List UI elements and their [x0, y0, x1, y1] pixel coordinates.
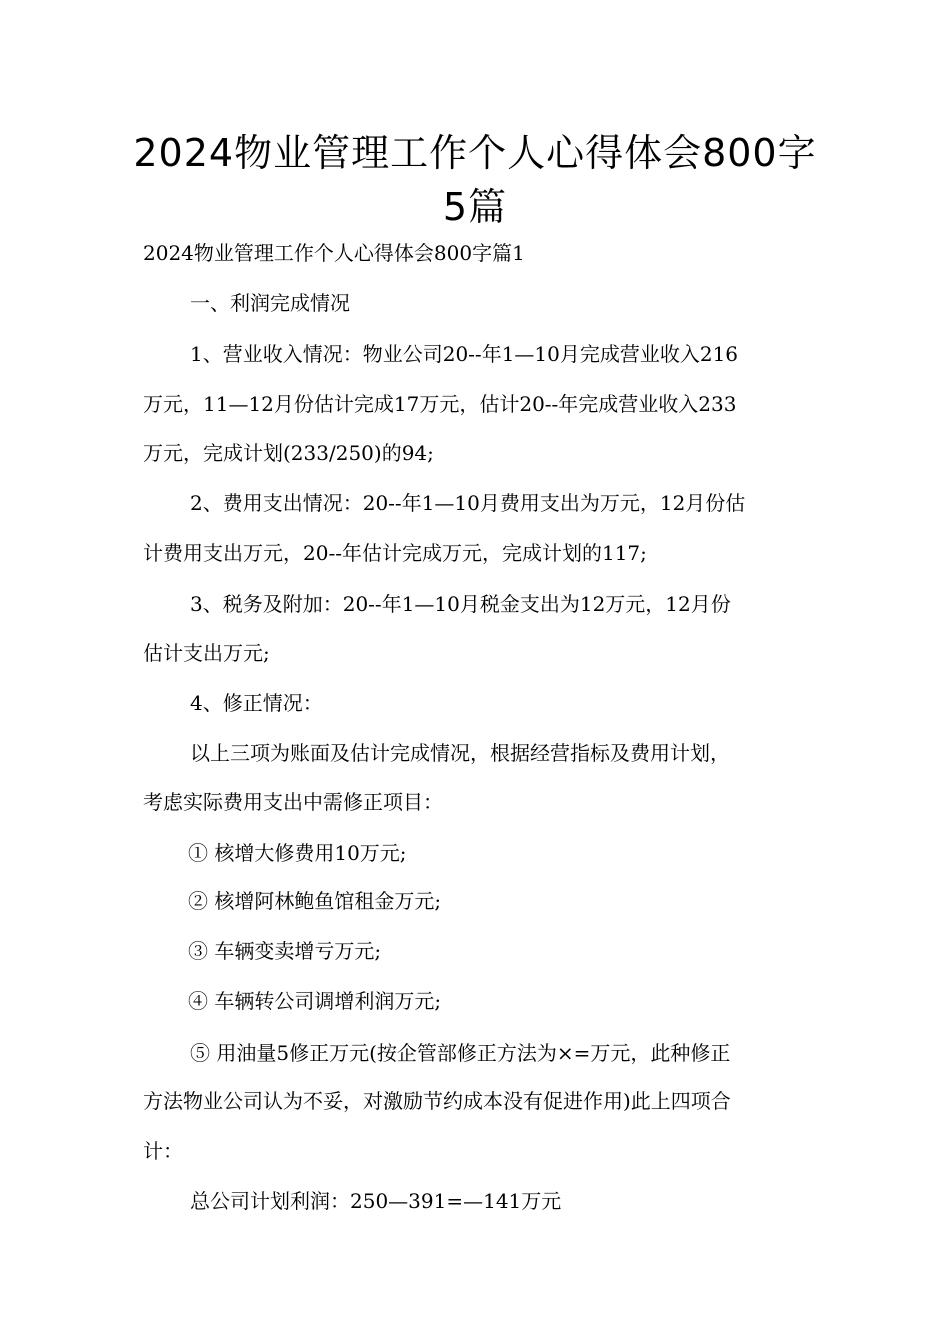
list-item: ③ 车辆变卖增亏万元;: [188, 939, 382, 963]
paragraph-line: 计：: [143, 1139, 183, 1163]
list-item: ② 核增阿林鲍鱼馆租金万元;: [188, 889, 442, 913]
paragraph-line: 万元，11—12月份估计完成17万元，估计20--年完成营业收入233: [143, 392, 737, 416]
list-item: ⑤ 用油量5修正万元(按企管部修正方法为×=万元，此种修正: [190, 1041, 731, 1065]
paragraph-line: 2、费用支出情况：20--年1—10月费用支出为万元，12月份估: [190, 491, 746, 515]
paragraph-line: 以上三项为账面及估计完成情况，根据经营指标及费用计划，: [190, 741, 730, 765]
paragraph-line: 方法物业公司认为不妥，对激励节约成本没有促进作用)此上四项合: [143, 1089, 731, 1113]
paragraph-line: 总公司计划利润：250—391=—141万元: [190, 1189, 562, 1213]
paragraph-line: 3、税务及附加：20--年1—10月税金支出为12万元，12月份: [190, 592, 731, 616]
title-line-1: 2024物业管理工作个人心得体会800字: [133, 131, 817, 175]
list-item: ④ 车辆转公司调增利润万元;: [188, 989, 442, 1013]
paragraph-line: 1、营业收入情况：物业公司20--年1—10月完成营业收入216: [190, 342, 739, 366]
paragraph-line: 4、修正情况：: [190, 691, 323, 715]
section-heading: 2024物业管理工作个人心得体会800字篇1: [143, 241, 525, 265]
title-line-2: 5篇: [442, 185, 508, 229]
paragraph-line: 一、利润完成情况: [190, 291, 350, 315]
paragraph-line: 估计支出万元;: [143, 641, 270, 665]
paragraph-line: 万元，完成计划(233/250)的94;: [143, 441, 434, 465]
document-title: [120, 126, 830, 234]
list-item: ① 核增大修费用10万元;: [188, 841, 407, 865]
paragraph-line: 计费用支出万元，20--年估计完成万元，完成计划的117;: [143, 541, 647, 565]
paragraph-line: 考虑实际费用支出中需修正项目：: [143, 790, 443, 814]
